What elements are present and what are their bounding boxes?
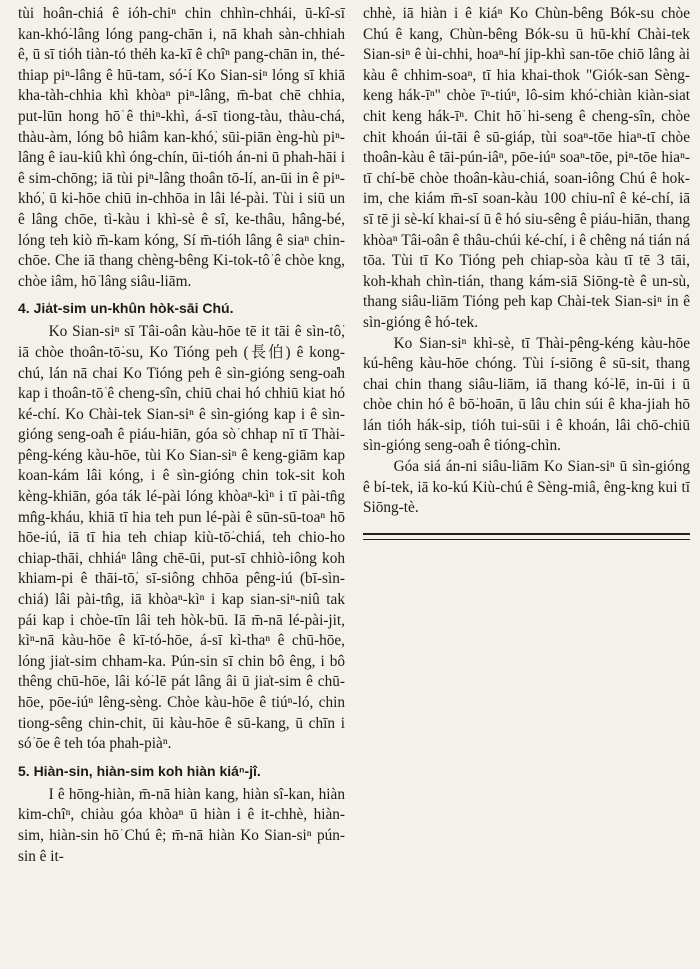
section-heading-4: 4. Jia̍t-sim un-khûn hòk-sāi Chú. <box>18 300 234 317</box>
right-paragraph-1: chhè, iā hiàn i ê kiáⁿ Ko Chùn-bêng Bók-su chòe Chú ê kang, Chùn-bêng Bók-su ū hū-khí Chài-tek Sian-siⁿ ê ùi-chhi, hoaⁿ-hí jip-khì san-tōe chiō lâng ài kàu ê chhim-soaⁿ, tī hia khai-thok "Giók-san Sèng-keng hák-īⁿ" chòe īⁿ-tiúⁿ, lô-sim khó͘-chiàn kiàn-siat chit keng hák-īⁿ. Chit hō͘ hi-seng ê cheng-sîn, chòe chit khoán úi-tāi ê sū-giáp, tùi soaⁿ-tōe hiaⁿ-tī chòe thoân-kàu ê tāi-pún-iâⁿ, pōe-iúⁿ soaⁿ-tōe, piⁿ-tōe hiaⁿ-tī chí-bē chòe thoân-kàu-chiá, soan-iông Chú ê hok-im, che kiám m̄-sī soan-kàu 100 chiu-nî ê ké-chí, iā sī tē ji sè-kí khai-sí ū ê hó siu-sêng ê piáu-hiān, thang khòaⁿ Tâi-oân ê thâu-chúi ké-chí, i ê chêng ná tián ná tōa. Tùi tī Ko Tióng peh chiap-sòa kàu tī tē 3 tāi, koh-khah chìn-tián, thang kám-siā Siōng-tè ê un-sù, thang siâu-liām Tióng peh kap Chài-tek Sian-siⁿ in ê sìn-gióng ê hó-tek. <box>363 5 690 331</box>
left-paragraph-3: I ê hōng-hiàn, m̄-nā hiàn kang, hiàn sî-kan, hiàn kim-chîⁿ, chiàu góa khòaⁿ ū hiàn i ê it-chhè, hiàn-sim, hiàn-sin hō͘ Chú ê; m̄-nā hiàn Ko Sian-siⁿ pún-sin ê it- <box>18 785 345 865</box>
left-paragraph-1: tùi hoân-chiá ê ióh-chiⁿ chin chhìn-chhái, ū-kî-sī kan-khó͘-lâng lóng pang-chān i, nā khah sàn-chhiah ê, ū sī tióh tiàn-tó thẻh ka-kī ê chîⁿ pang-chān in, thé-thiap piⁿ-lâng ê hū-tam, só͘-í Ko Sian-siⁿ lóng sī khiā kha-tàh-chhia khì khòaⁿ piⁿ-lâng, m̄-bat chē chhia, put-lūn hong hō͘ ê thiⁿ-khì, á-sī tiong-tàu, thàu-chá, thàu-àm, lóng bô hiâm kan-khó͘, sūi-piān èng-hù piⁿ-lâng ê iau-kiû khì óng-chín, ūi-tióh án-ni ū phah-hāi i ê sim-chōng; iā tùi piⁿ-lâng thoân tō-lí, an-ūi in ê piⁿ-khó͘, ū ki-hōe chiū in-chhōa in lâi lé-pài. Tùi i siū un ê lâng chōe, tì-kàu i khì-sè ê sî, ke-thâu, hâng-bé, lóng teh kiò m̄-kam kóng, Sí m̄-tióh lâng ê siaⁿ chin-chōe. Che iā thang chèng-bêng Ki-tok-tô͘ ê chòe kng, chòe iâm, hō͘ lâng siâu-liām. <box>18 5 345 290</box>
left-column <box>18 4 345 969</box>
right-column <box>363 4 690 969</box>
left-paragraph-2: Ko Sian-siⁿ sī Tâi-oân kàu-hōe tē it tāi ê sìn-tô͘, iā chòe thoân-tō͘-su, Ko Tióng peh (長伯) ê kong-chú, lán nā chai Ko Tióng peh ê sìn-gióng seng-oa̍h kap i thoân-tō͘ ê cheng-sîn, chiū chai hó chhiū kiat hó ké-chí. Ko Chài-tek Sian-siⁿ ê sìn-gióng kap i ê sìn-gióng seng-oa̍h ê piáu-hiān, góa sò͘ chhap nī tī Thài-pêng-kéng kàu-hōe, tùi Ko Sian-siⁿ ê keng-giām kap koan-kám lâi kóng, i ê sìn-gióng chin tok-sit koh kèng-khiān, góa ták lé-pài lóng khòaⁿ-kìⁿ i tī pài-tn̂g mn̂g-kháu, khiā tī hia teh pun lé-pài ê sūn-sū-toaⁿ hō͘ hōe-iú, iā tī hia teh chiap kiù-tō͘-chiá, teh chio-ho͘ chiap-thāi, chhiáⁿ lâng chē-ūi, put-sī chhiò-iông koh khiam-pi ê thāi-tō͘, sī-siông chhōa pêng-iú (bī-sìn-chiá) lâi pài-tn̂g, iā khòaⁿ-kìⁿ i kap sian-siⁿ-niû tak pái kap i chòe-tīn lâi teh hòk-bū. Iā m̄-nā lé-pài-jit, kìⁿ-nā kàu-hōe ê kī-tó-hōe, á-sī kì-thaⁿ ê chū-hōe, lóng jia̍t-sim chham-ka. Pún-sin sī chin bô êng, i bô thêng chū-hōe, lâi kó͘-lē pát lâng âi ū jia̍t-sim ê chū-hōe, pōe-iúⁿ lêng-sèng. Chòe kàu-hōe ê tiúⁿ-ló, chin tiong-sêng chin-chit, ūi kàu-hōe ê sū-kang, ū chīn i só͘ ōe ê teh tóa phah-piàⁿ. <box>18 323 345 753</box>
section-heading-5: 5. Hiàn-sin, hiàn-sim koh hiàn kiáⁿ-jî. <box>18 762 261 779</box>
right-paragraph-3: Góa siá án-ni siâu-liām Ko Sian-siⁿ ū sìn-gióng ê bí-tek, iā ko-kú Kiù-chú ê Sèng-miâ, êng-kng kui tī Siōng-tè. <box>363 458 690 517</box>
right-paragraph-2: Ko Sian-siⁿ khì-sè, tī Thài-pêng-kéng kàu-hōe kú-hêng kàu-hōe chóng. Tùi í-siōng ê sū-sit, thang chai chin thang siâu-liām, iā thang kó͘-lē, in-ūi i ū chòe chin hó ê bō͘-hoān, ū lâu chin súi ê kha-jiah hō͘ lán tióh hák-sip, tióh tui-sūi i ê khoán, lâi chō-chiū sìn-gióng seng-oa̍h ê tióng-chìn. <box>363 334 690 455</box>
two-column-layout <box>18 4 690 969</box>
end-of-article-rule <box>363 533 690 540</box>
